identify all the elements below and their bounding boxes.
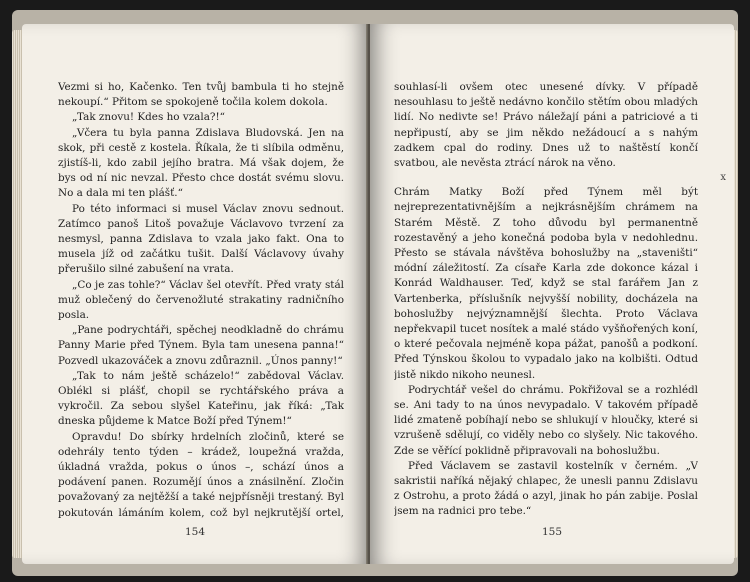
paragraph: „Tak to nám ještě scházelo!“ zabědoval Václav. Oblékl si plášť, chopil se rychtářského práva a vykročil. Za sebou slyšel Kateřinu, jak říká: „Tak dneska půjdeme k Matce Boží před Týnem!“ bbox=[58, 369, 344, 428]
paragraph: Podrychtář vešel do chrámu. Pokřižoval se a rozhlédl se. Ani tady to na únos nevypadalo. V takovém případě lidé zmateně pobíhají nebo se shlukují v hloučky, které si vzrušeně sdělují, co viděly nebo co slyšely. Nic takového. Zde se věřící poklidně připravovali na bohoslužbu. bbox=[394, 383, 698, 457]
paragraph: Opravdu! Do sbírky hrdelních zločinů, které se odehrály tento týden – krádež, loupežná vražda, úkladná vražda, pokus o únos –, schází únos a podávení panen. Rozumějí únos a znásilnění. Zločin považovaný za nejtěžší a také nejpřísněji trestaný. Byl pokutován lámáním kolem, což byl nejkrutější ortel, bbox=[58, 430, 344, 519]
right-page bbox=[370, 24, 734, 564]
left-page-text bbox=[58, 80, 344, 520]
paragraph: „Tak znovu! Kdes ho vzala?!“ bbox=[72, 111, 225, 124]
open-book bbox=[12, 10, 738, 576]
left-page bbox=[22, 24, 368, 564]
paragraph: Před Václavem se zastavil kostelník v černém. „V sakristii naříká nějaký chlapec, že unesli pannu Zdislavu z Ostrohu, a proto žádá o azyl, jinak ho pán zabije. Poslal jsem na radnici pro tebe.“ bbox=[394, 459, 698, 518]
paragraph: souhlasí-li ovšem otec unesené dívky. V případě nesouhlasu to ještě nedávno končilo stětím obou mladých lidí. No nedivte se! Právo náležají páni a patriciové a ti nepřipustí, aby se jim někdo nežádoucí a s nahým zadkem cpal do rodiny. Dnes už to naštěstí končí svatbou, ale nevěsta ztrácí nárok na věno. bbox=[394, 81, 698, 170]
paragraph: „Včera tu byla panna Zdislava Bludovská. Jen na skok, při cestě z kostela. Říkala, že ti slíbila odměnu, zjistíš-li, kdo zabil jejího bratra. Má však dojem, že bys od ní nic nevzal. Přesto chce dostát svému slovu. No a dala mi ten plášť.“ bbox=[58, 126, 344, 200]
paragraph: Vezmi si ho, Kačenko. Ten tvůj bambula ti ho stejně nekoupí.“ Přitom se spokojeně točila kolem dokola. bbox=[58, 81, 344, 109]
paragraph: Po této informaci si musel Václav znovu sednout. Zatímco panoš Litoš považuje Václavovo tvrzení za nesmysl, panna Zdislava to vzala jako fakt. Ona to musela jíž od začátku tušit. Další Václavovy úvahy přerušilo silné zabušení na vrata. bbox=[58, 202, 344, 276]
left-page-number: 154 bbox=[184, 526, 206, 538]
paragraph: „Co je zas tohle?“ Václav šel otevřít. Před vraty stál muž oblečený do červenožluté strakatiny radničního posla. bbox=[58, 278, 344, 322]
paragraph: Chrám Matky Boží před Týnem měl být nejreprezentativnějším a nejkrásnějším chrámem na Starém Městě. Z toho důvodu byl permanentně rozestavěný a jeho konečná podoba byla v nedohlednu. Přesto se stávala návštěva bohoslužby na „staveništi“ módní záležitostí. Za císaře Karla zde dokonce kázal i Konrád Waldhauser. Teď, když se stal farářem Jan z Vartenberka, příslušník nejvyšší nobility, docházela na bohoslužby nejvýznamnější šlechta. Proto Václava nepřekvapil tucet nosítek a malé stádo vyšňořených koní, o které pečovala nejméně kopa pážat, panošů a podkoní. Před Týnskou školou to vypadalo jako na kolbišti. Odtud jistě nikdo nikoho neunesl. bbox=[394, 186, 698, 381]
right-page-number: 155 bbox=[541, 526, 563, 538]
margin-mark: x bbox=[720, 172, 726, 183]
right-page-text bbox=[394, 80, 698, 520]
paragraph: „Pane podrychtáři, spěchej neodkladně do chrámu Panny Marie před Týnem. Byla tam unesena panna!“ Pozvedl ukazováček a znovu zdůraznil. „Únos panny!“ bbox=[58, 324, 344, 367]
